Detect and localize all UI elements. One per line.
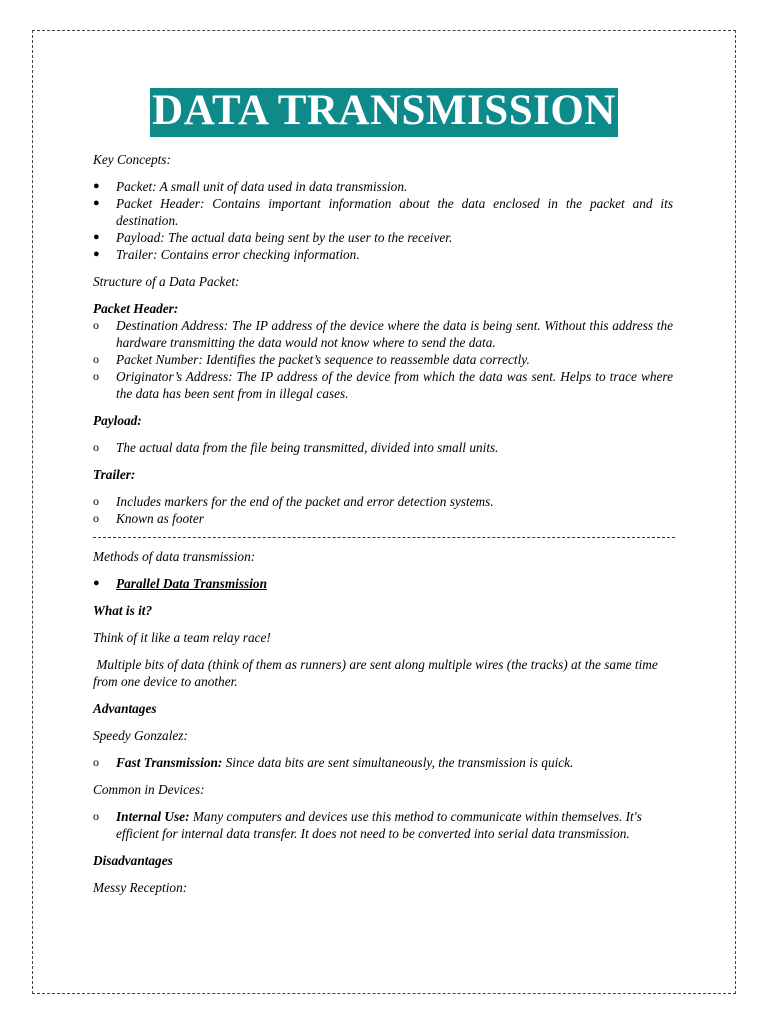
list-item: ● Packet Header: Contains important information about the data enclosed in the packet and its destination. <box>93 196 673 228</box>
advantages-heading: Advantages <box>93 701 157 716</box>
speedy-line: Speedy Gonzalez: <box>93 728 188 743</box>
common-devices-line: Common in Devices: <box>93 782 205 797</box>
internal-text: Many computers and devices use this method to communicate within themselves. It's efficient for internal data transfer. It does not need to be converted into serial data transmission. <box>116 809 642 841</box>
list-item: o Includes markers for the end of the packet and error detection systems. <box>93 494 494 509</box>
bullet-icon: ● <box>93 180 100 192</box>
circle-bullet-icon: o <box>93 755 99 769</box>
multiple-bits-paragraph: Multiple bits of data (think of them as runners) are sent along multiple wires (the tracks) at the same time from one device to another. <box>93 657 662 689</box>
key-concepts-heading: Key Concepts: <box>93 152 171 167</box>
title-block <box>0 88 768 137</box>
circle-bullet-icon: o <box>93 809 99 823</box>
structure-heading: Structure of a Data Packet: <box>93 274 240 289</box>
key-concepts-list <box>93 178 673 263</box>
methods-list <box>93 575 673 592</box>
circle-bullet-icon: o <box>93 511 99 525</box>
bullet-icon: ● <box>93 231 100 243</box>
list-item <box>93 575 673 592</box>
what-is-it-heading: What is it? <box>93 603 153 618</box>
internal-label: Internal Use: <box>116 809 190 824</box>
list-item: o The actual data from the file being transmitted, divided into small units. <box>93 440 499 455</box>
trailer-heading: Trailer: <box>93 467 136 482</box>
fast-text: Since data bits are sent simultaneously, the transmission is quick. <box>222 755 574 770</box>
advantages-list <box>93 754 673 771</box>
list-item: o Known as footer <box>93 511 204 526</box>
list-item: o Destination Address: The IP address of the device where the data is being sent. Without this address the hardware transmitting the data would not know where to send the data. <box>93 318 673 350</box>
packet-header-heading: Packet Header: <box>93 301 179 316</box>
list-item: o Packet Number: Identifies the packet’s sequence to reassemble data correctly. <box>93 352 530 367</box>
payload-list <box>93 439 673 456</box>
bullet-icon: ● <box>93 577 100 589</box>
list-item: ● Trailer: Contains error checking information. <box>93 247 360 262</box>
page-title: DATA TRANSMISSION <box>150 88 618 137</box>
circle-bullet-icon: o <box>93 352 99 366</box>
section-divider <box>93 537 675 538</box>
bullet-icon: ● <box>93 197 100 209</box>
fast-label: Fast Transmission: <box>116 755 223 770</box>
messy-line: Messy Reception: <box>93 880 188 895</box>
list-item: ● Payload: The actual data being sent by the user to the receiver. <box>93 230 453 245</box>
relay-line: Think of it like a team relay race! <box>93 630 271 645</box>
payload-heading: Payload: <box>93 413 142 428</box>
list-item <box>93 754 673 771</box>
packet-header-list <box>93 317 673 402</box>
list-item <box>93 808 673 842</box>
circle-bullet-icon: o <box>93 318 99 332</box>
devices-list <box>93 808 673 842</box>
list-item: o Originator’s Address: The IP address of the device from which the data was sent. Helps to trace where the data has been sent from in illegal cases. <box>93 369 673 401</box>
circle-bullet-icon: o <box>93 494 99 508</box>
circle-bullet-icon: o <box>93 369 99 383</box>
list-item: ● Packet: A small unit of data used in data transmission. <box>93 179 408 194</box>
circle-bullet-icon: o <box>93 440 99 454</box>
parallel-heading: Parallel Data Transmission <box>116 576 267 591</box>
disadvantages-heading: Disadvantages <box>93 853 173 868</box>
bullet-icon: ● <box>93 248 100 260</box>
trailer-list <box>93 493 673 527</box>
methods-heading: Methods of data transmission: <box>93 549 256 564</box>
document-body <box>93 150 673 896</box>
